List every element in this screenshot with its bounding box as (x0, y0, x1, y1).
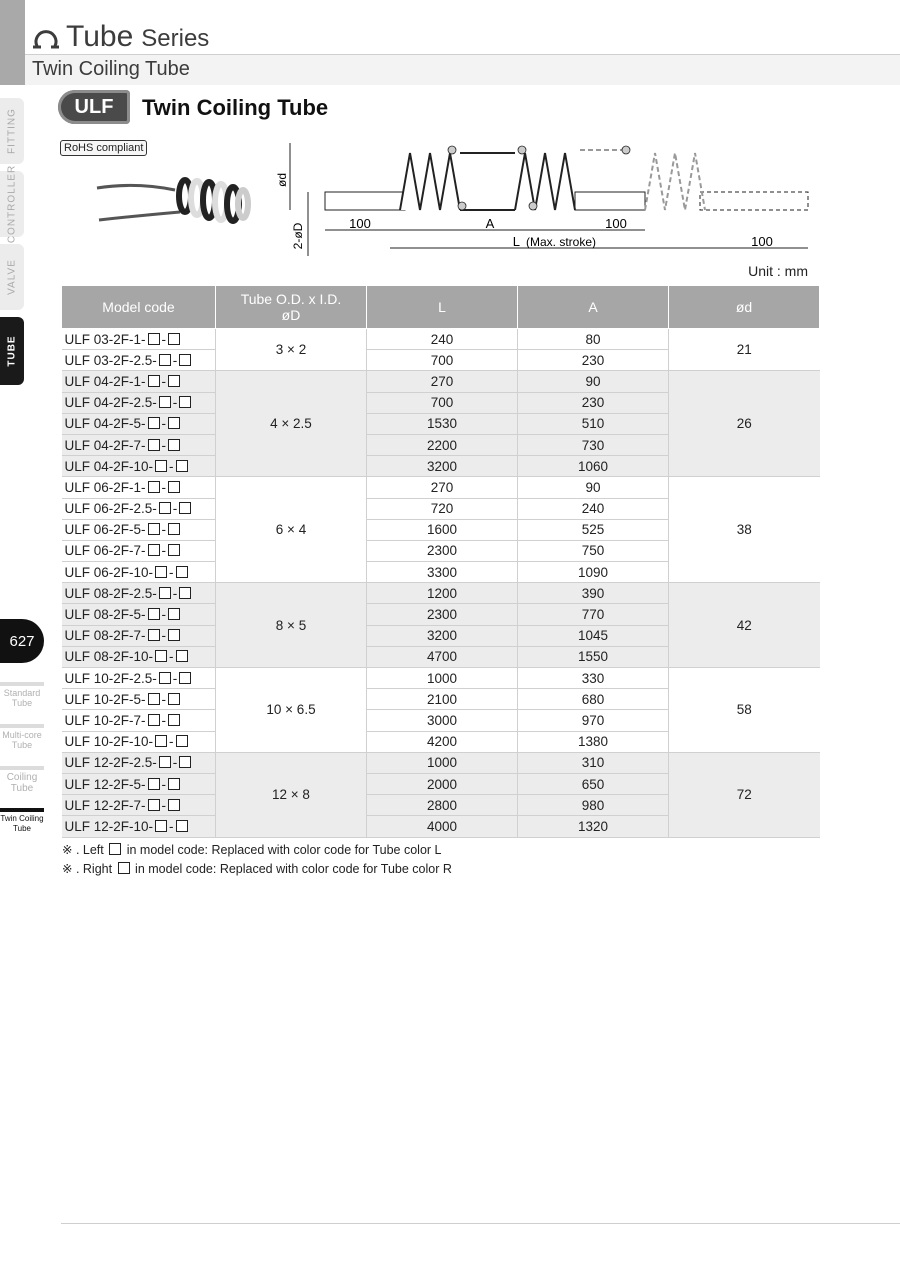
a-cell: 680 (518, 689, 669, 710)
model-code-cell: ULF 04-2F-1- - (62, 371, 216, 392)
model-code-cell: ULF 03-2F-2.5- - (62, 350, 216, 371)
note-text: in model code: Replaced with color code for Tube color L (126, 843, 442, 857)
note-prefix: ※ . Right (62, 862, 113, 876)
a-cell: 1090 (518, 562, 669, 583)
color-l-box-icon (148, 799, 160, 811)
color-r-box-icon (168, 481, 180, 493)
table-body (62, 329, 820, 838)
model-code-cell: ULF 08-2F-10- - (62, 646, 216, 667)
l-cell: 1200 (367, 583, 518, 604)
color-l-box-icon (155, 460, 167, 472)
right-length-label: 100 (605, 216, 627, 231)
model-code-cell: ULF 06-2F-5- - (62, 519, 216, 540)
l-cell: 1000 (367, 668, 518, 689)
model-code: ULF 04-2F-1- (64, 373, 146, 389)
od-cell: 72 (669, 752, 820, 837)
a-cell: 525 (518, 519, 669, 540)
a-cell: 510 (518, 413, 669, 434)
page-number: 627 (0, 619, 44, 663)
color-r-box-icon (168, 375, 180, 387)
subnav-twin-coiling-tube[interactable] (0, 814, 44, 834)
color-r-box-icon (179, 396, 191, 408)
subnav-label: Tube (11, 698, 33, 708)
color-r-box-icon (168, 439, 180, 451)
a-cell: 1045 (518, 625, 669, 646)
color-r-box-icon (179, 354, 191, 366)
tab-label: VALVE (6, 259, 18, 295)
color-l-box-icon (148, 481, 160, 493)
color-r-box-icon (176, 566, 188, 578)
series-name: Tube (66, 20, 134, 53)
l-cell: 270 (367, 371, 518, 392)
l-cell: 2100 (367, 689, 518, 710)
model-code-cell: ULF 08-2F-5- - (62, 604, 216, 625)
a-cell: 750 (518, 540, 669, 561)
color-l-box-icon (148, 714, 160, 726)
product-photo (95, 160, 255, 235)
table-row (62, 583, 820, 604)
subnav-coiling-tube[interactable] (0, 772, 44, 794)
color-r-box-icon (176, 460, 188, 472)
model-code: ULF 06-2F-2.5- (64, 501, 157, 517)
color-l-box-icon (155, 820, 167, 832)
color-l-box-icon (148, 778, 160, 790)
header-a: A (518, 286, 669, 329)
color-r-box-icon (168, 417, 180, 429)
tab-label: FITTING (6, 108, 18, 154)
tube-diameter-label: 2-øD (291, 222, 305, 250)
color-r-box-icon (168, 629, 180, 641)
color-r-box-icon (168, 799, 180, 811)
color-r-box-icon (179, 672, 191, 684)
model-code-cell: ULF 03-2F-1- - (62, 329, 216, 350)
l-cell: 2200 (367, 434, 518, 455)
l-cell: 4700 (367, 646, 518, 667)
header-tube-size (216, 286, 367, 329)
table-row (62, 752, 820, 773)
a-cell: 310 (518, 752, 669, 773)
spec-table (61, 285, 820, 838)
l-cell: 1530 (367, 413, 518, 434)
color-r-box-icon (168, 544, 180, 556)
color-r-box-icon (179, 502, 191, 514)
model-code: ULF 12-2F-2.5- (64, 755, 157, 771)
l-cell: 700 (367, 392, 518, 413)
header-divider (25, 54, 900, 55)
model-code: ULF 04-2F-10- (64, 458, 154, 474)
model-code: ULF 03-2F-1- (64, 331, 146, 347)
table-row (62, 477, 820, 498)
subnav-label: Multi-core (2, 730, 42, 740)
model-code-cell: ULF 12-2F-10- - (62, 816, 216, 837)
note-left (62, 842, 441, 857)
color-l-box-icon (148, 629, 160, 641)
left-length-label: 100 (349, 216, 371, 231)
model-code-cell: ULF 12-2F-2.5- - (62, 752, 216, 773)
color-r-box-icon (179, 587, 191, 599)
unit-label: Unit : mm (748, 263, 808, 279)
l-label: L (512, 234, 520, 249)
model-code-cell: ULF 04-2F-7- - (62, 434, 216, 455)
color-r-box-icon (179, 756, 191, 768)
l-cell: 3000 (367, 710, 518, 731)
a-cell: 1320 (518, 816, 669, 837)
model-code: ULF 06-2F-5- (64, 522, 146, 538)
a-cell: 1550 (518, 646, 669, 667)
note-prefix: ※ . Left (62, 843, 104, 857)
model-code-cell: ULF 06-2F-7- - (62, 540, 216, 561)
od-label: ød (275, 172, 289, 188)
note-text: in model code: Replaced with color code for Tube color R (135, 862, 452, 876)
color-l-box-icon (148, 439, 160, 451)
model-code-cell: ULF 04-2F-10- - (62, 456, 216, 477)
tube-size-cell: 3 × 2 (216, 329, 367, 371)
l-cell: 3300 (367, 562, 518, 583)
color-r-box-icon (168, 778, 180, 790)
l-cell: 1600 (367, 519, 518, 540)
header-od: ød (669, 286, 820, 329)
od-cell: 21 (669, 329, 820, 371)
a-cell: 330 (518, 668, 669, 689)
color-l-box-icon (148, 375, 160, 387)
color-r-box-icon (176, 650, 188, 662)
color-r-box-icon (168, 693, 180, 705)
tube-size-cell: 12 × 8 (216, 752, 367, 837)
model-code-cell: ULF 10-2F-2.5- - (62, 668, 216, 689)
note-right (62, 861, 452, 876)
l-cell: 720 (367, 498, 518, 519)
color-l-box-icon (159, 587, 171, 599)
od-cell: 38 (669, 477, 820, 583)
a-cell: 970 (518, 710, 669, 731)
a-cell: 240 (518, 498, 669, 519)
color-r-box-icon (168, 333, 180, 345)
category-title: Twin Coiling Tube (32, 58, 190, 80)
color-l-box-icon (159, 672, 171, 684)
color-l-box-icon (159, 396, 171, 408)
model-code: ULF 10-2F-10- (64, 734, 154, 750)
model-code-cell: ULF 04-2F-2.5- - (62, 392, 216, 413)
a-cell: 80 (518, 329, 669, 350)
color-l-box-icon (155, 566, 167, 578)
model-code-cell: ULF 06-2F-1- - (62, 477, 216, 498)
color-l-box-icon (159, 756, 171, 768)
color-l-box-icon (159, 502, 171, 514)
a-cell: 980 (518, 795, 669, 816)
table-header-row (62, 286, 820, 329)
model-code-cell: ULF 12-2F-7- - (62, 795, 216, 816)
tail-length-label: 100 (751, 234, 773, 249)
a-cell: 1380 (518, 731, 669, 752)
a-cell: 90 (518, 371, 669, 392)
l-note: (Max. stroke) (526, 235, 597, 249)
model-code: ULF 12-2F-5- (64, 776, 146, 792)
tube-size-cell: 6 × 4 (216, 477, 367, 583)
model-code: ULF 10-2F-7- (64, 712, 146, 728)
placeholder-box-icon (118, 862, 130, 874)
l-cell: 2300 (367, 604, 518, 625)
model-code: ULF 08-2F-2.5- (64, 585, 157, 601)
tab-tube[interactable] (0, 317, 24, 385)
subnav-label: Standard (3, 688, 41, 698)
page-title (32, 20, 209, 54)
model-code-cell: ULF 12-2F-5- - (62, 773, 216, 794)
od-cell: 26 (669, 371, 820, 477)
color-l-box-icon (148, 417, 160, 429)
model-code-cell: ULF 06-2F-2.5- - (62, 498, 216, 519)
l-cell: 3200 (367, 456, 518, 477)
a-cell: 230 (518, 392, 669, 413)
a-cell: 730 (518, 434, 669, 455)
model-code-cell: ULF 10-2F-10- - (62, 731, 216, 752)
header-line: øD (281, 307, 301, 323)
tube-size-cell: 4 × 2.5 (216, 371, 367, 477)
a-cell: 390 (518, 583, 669, 604)
color-l-box-icon (148, 544, 160, 556)
l-cell: 3200 (367, 625, 518, 646)
model-code: ULF 04-2F-2.5- (64, 395, 157, 411)
color-l-box-icon (159, 354, 171, 366)
l-cell: 240 (367, 329, 518, 350)
a-label: A (485, 216, 495, 231)
subnav-label: Tube (11, 740, 33, 750)
tab-controller[interactable] (0, 164, 24, 244)
tab-label: TUBE (6, 335, 18, 367)
dimension-diagram (275, 138, 820, 258)
model-code: ULF 06-2F-7- (64, 543, 146, 559)
l-cell: 1000 (367, 752, 518, 773)
l-cell: 2300 (367, 540, 518, 561)
model-code: ULF 10-2F-2.5- (64, 670, 157, 686)
series-word: Series (141, 25, 210, 52)
color-r-box-icon (168, 523, 180, 535)
subnav-label: Twin Coiling (0, 814, 44, 823)
l-cell: 2000 (367, 773, 518, 794)
model-code: ULF 08-2F-7- (64, 628, 146, 644)
tube-size-cell: 10 × 6.5 (216, 668, 367, 753)
model-code-cell: ULF 10-2F-7- - (62, 710, 216, 731)
color-r-box-icon (168, 714, 180, 726)
color-l-box-icon (148, 693, 160, 705)
footer-divider (61, 1223, 900, 1224)
l-cell: 4200 (367, 731, 518, 752)
od-cell: 58 (669, 668, 820, 753)
a-cell: 650 (518, 773, 669, 794)
color-l-box-icon (148, 523, 160, 535)
a-cell: 770 (518, 604, 669, 625)
product-title: Twin Coiling Tube (142, 95, 329, 120)
model-code: ULF 06-2F-10- (64, 564, 154, 580)
model-code-cell: ULF 08-2F-2.5- - (62, 583, 216, 604)
l-cell: 2800 (367, 795, 518, 816)
model-code: ULF 04-2F-7- (64, 437, 146, 453)
model-code-cell: ULF 08-2F-7- - (62, 625, 216, 646)
color-l-box-icon (148, 608, 160, 620)
table-row (62, 371, 820, 392)
sidebar-header-strip (0, 0, 25, 85)
color-l-box-icon (155, 735, 167, 747)
subnav-label: Tube (10, 783, 34, 794)
table-row (62, 668, 820, 689)
table-row (62, 329, 820, 350)
model-code: ULF 06-2F-1- (64, 479, 146, 495)
tab-fitting[interactable] (0, 98, 24, 164)
model-code: ULF 10-2F-5- (64, 691, 146, 707)
model-code-cell: ULF 10-2F-5- - (62, 689, 216, 710)
model-code: ULF 08-2F-10- (64, 649, 154, 665)
color-r-box-icon (176, 820, 188, 832)
rohs-badge: RoHS compliant (60, 140, 147, 156)
model-code: ULF 12-2F-10- (64, 818, 154, 834)
product-code-badge: ULF (58, 90, 130, 124)
l-cell: 270 (367, 477, 518, 498)
a-cell: 230 (518, 350, 669, 371)
l-cell: 700 (367, 350, 518, 371)
a-cell: 1060 (518, 456, 669, 477)
model-code: ULF 04-2F-5- (64, 416, 146, 432)
tab-label: CONTROLLER (6, 164, 18, 244)
model-code: ULF 08-2F-5- (64, 607, 146, 623)
model-code-cell: ULF 04-2F-5- - (62, 413, 216, 434)
tube-size-cell: 8 × 5 (216, 583, 367, 668)
color-l-box-icon (148, 333, 160, 345)
color-r-box-icon (176, 735, 188, 747)
l-cell: 4000 (367, 816, 518, 837)
model-code-cell: ULF 06-2F-10- - (62, 562, 216, 583)
a-cell: 90 (518, 477, 669, 498)
subnav-label: Tube (13, 824, 31, 833)
model-code: ULF 12-2F-7- (64, 797, 146, 813)
header-model-code: Model code (62, 286, 216, 329)
subnav-multicore-tube[interactable] (0, 730, 44, 750)
header-l: L (367, 286, 518, 329)
od-cell: 42 (669, 583, 820, 668)
tube-series-icon (32, 24, 60, 50)
header-line: Tube O.D. x I.D. (240, 291, 342, 307)
placeholder-box-icon (109, 843, 121, 855)
tab-valve[interactable] (0, 244, 24, 310)
subnav-label: Coiling (6, 772, 38, 783)
subnav-standard-tube[interactable] (0, 688, 44, 708)
model-code: ULF 03-2F-2.5- (64, 352, 157, 368)
color-l-box-icon (155, 650, 167, 662)
color-r-box-icon (168, 608, 180, 620)
